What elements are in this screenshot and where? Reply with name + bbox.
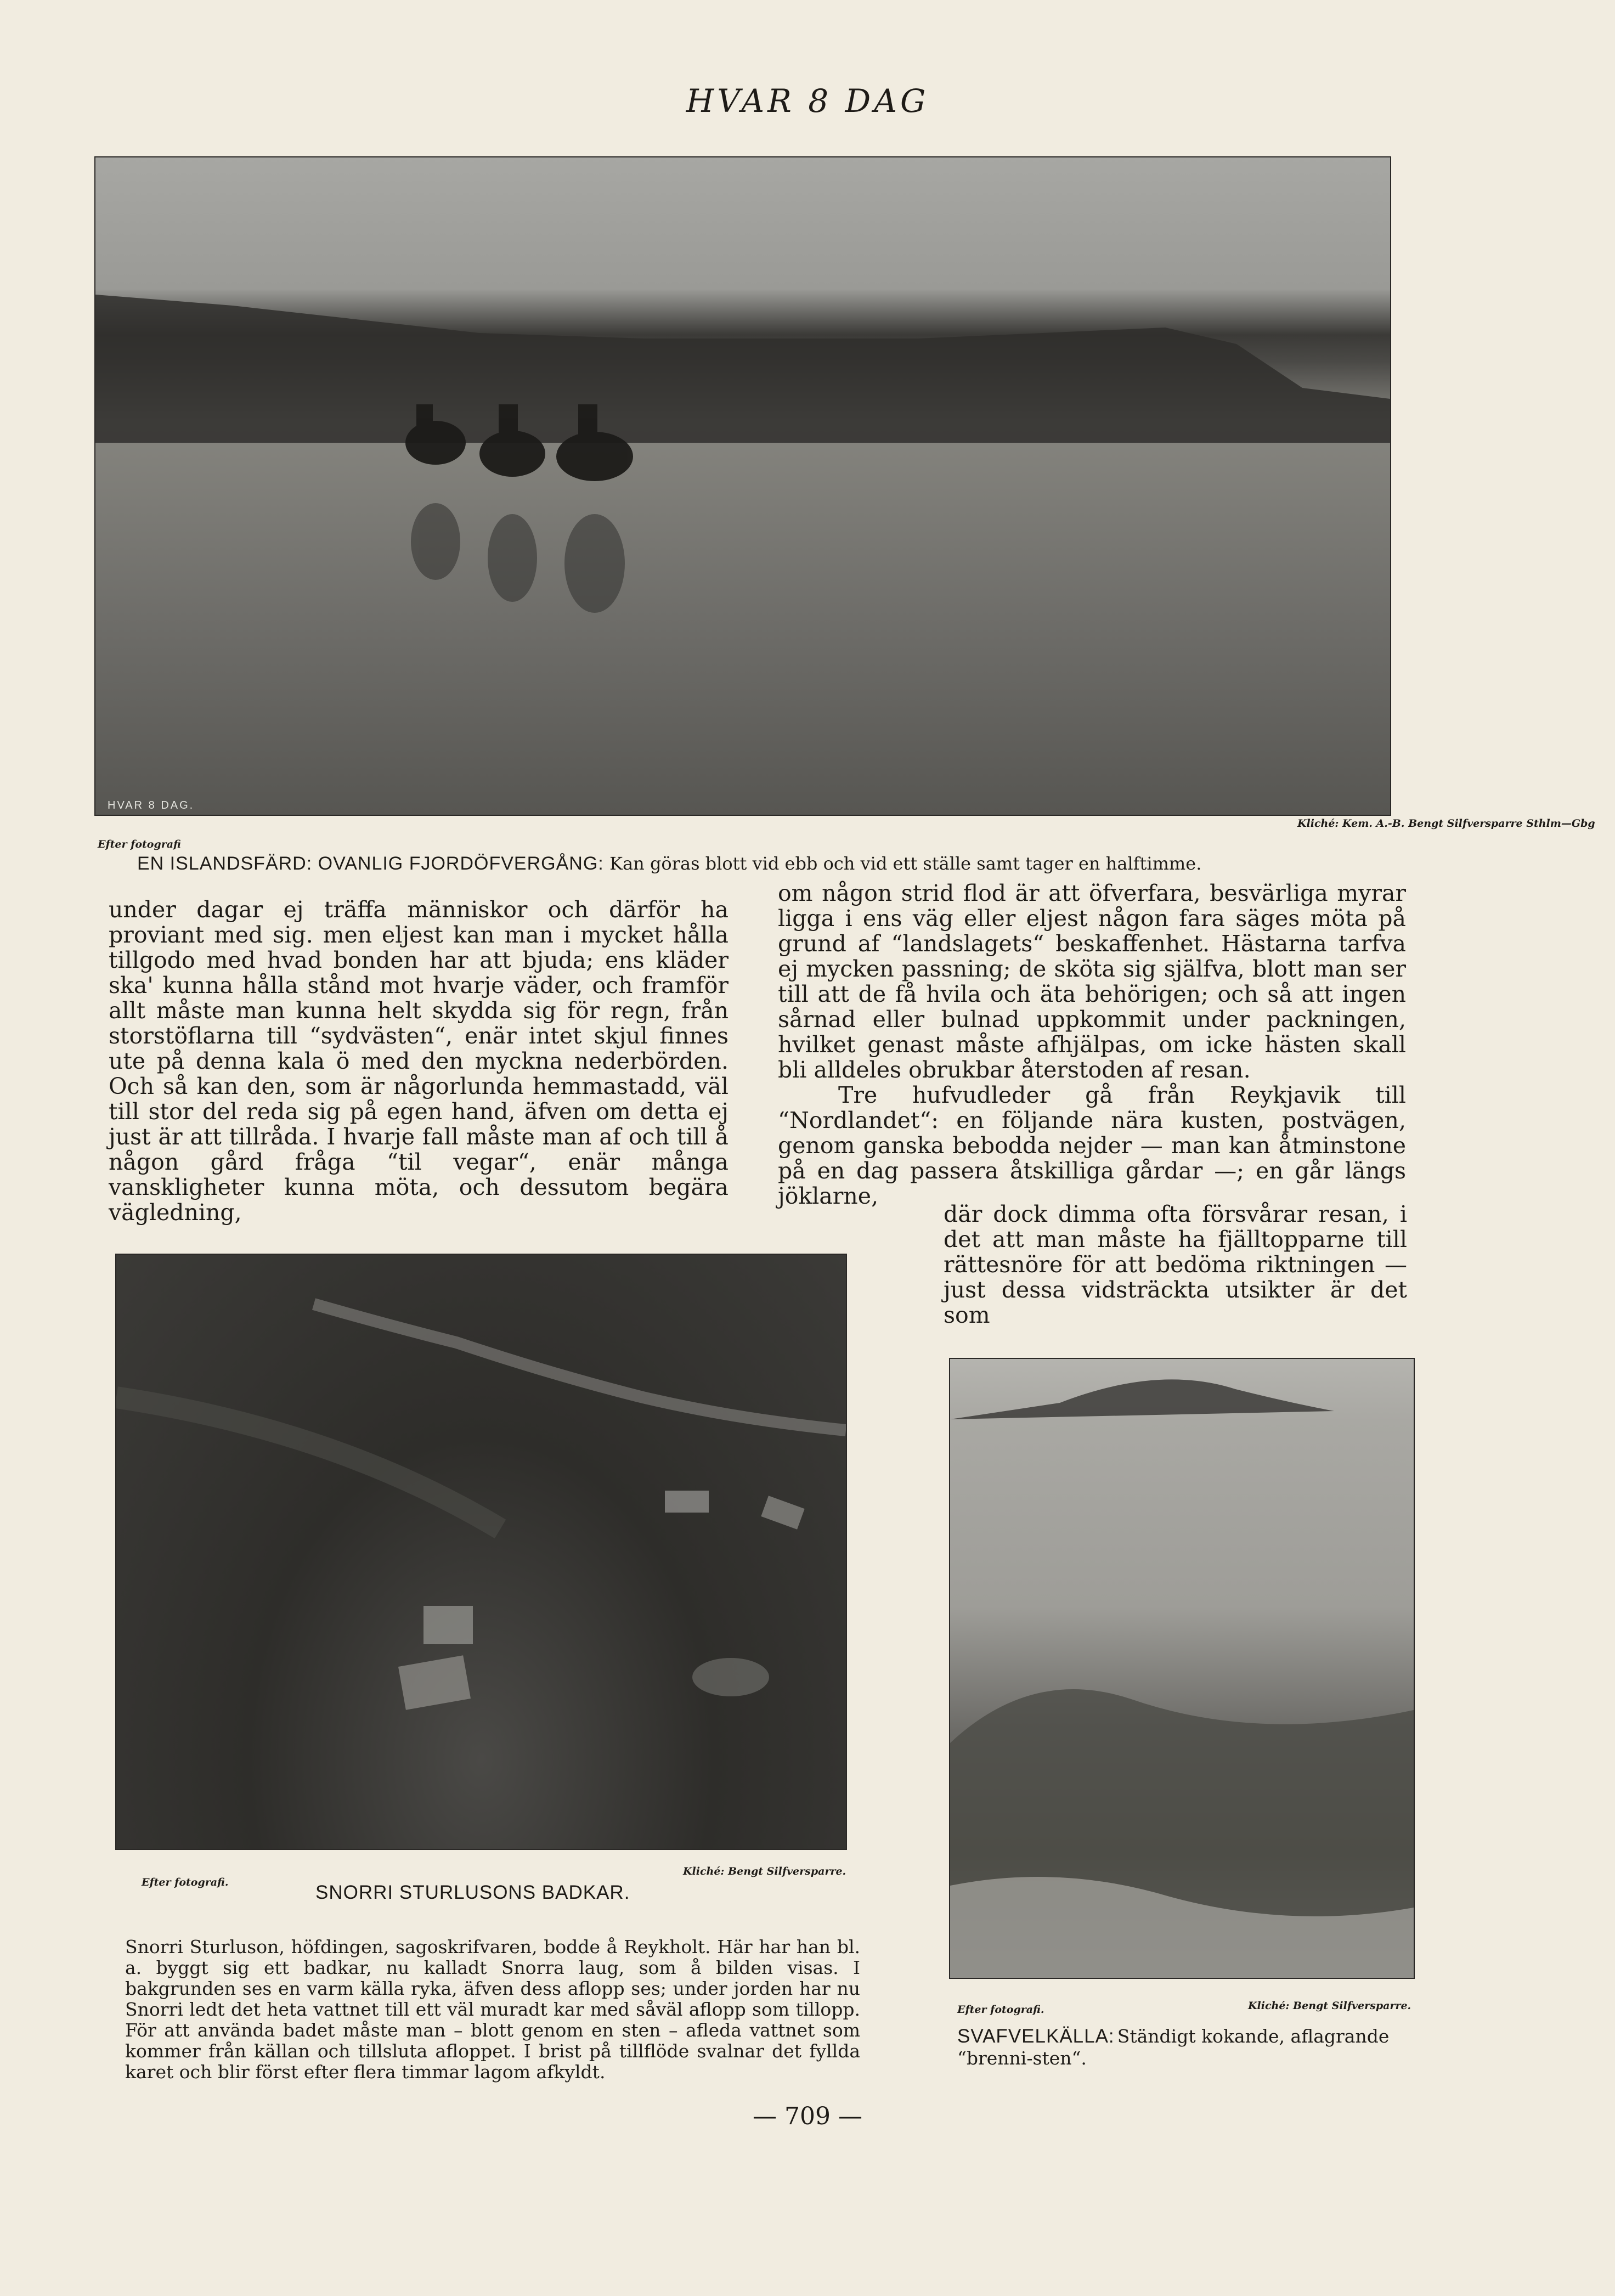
- photo3-credit-left: Efter fotografi.: [957, 2004, 1044, 2016]
- running-header: HVAR 8 DAG: [686, 82, 929, 120]
- article-column-2: [778, 881, 1406, 1209]
- photo3-caption: [957, 2026, 1429, 2069]
- photo3-caption-text: Ständigt kokande, aflagrande “brenni-sten“.: [957, 2026, 1390, 2069]
- article-column-2-continued: [944, 1201, 1407, 1328]
- photo3-credit-right: Kliché: Bengt Silfversparre.: [1248, 2000, 1411, 2012]
- photo-snorri-bath: [115, 1254, 847, 1850]
- article-paragraph: under dagar ej träffa människor och därför ha proviant med sig. men eljest kan man i mycket hålla tillgodo med hvad bonden har att bjuda; ens kläder ska' kunna hålla stånd mot hvarje väder, och framför allt måste man kunna helt skydda sig för regn, från storstöflarna till “sydvästen“, enär intet skjul finnes ute på denna kala ö med den myckna nederbörden. Och så kan den, som är någorlunda hemmastadd, väl till stor del reda sig på egen hand, äfven om detta ej just är att tillråda. I hvarje fall måste man af och till å någon gård fråga “til vegar“, enär många vanskligheter kunna möta, och dessutom begära vägledning,: [109, 896, 729, 1226]
- photo1-caption-title: EN ISLANDSFÄRD: OVANLIG FJORDÖFVERGÅNG:: [137, 853, 604, 874]
- article-paragraph: där dock dimma ofta försvårar resan, i det att man måste ha fjälltopparne till rättesnöre för att bedöma riktningen — just dessa vidsträckta utsikter är det som: [944, 1201, 1407, 1328]
- fjord-landscape-illustration: [95, 157, 1390, 815]
- sulphur-spring-illustration: [950, 1359, 1414, 1978]
- article-paragraph: Tre hufvudleder gå från Reykjavik till “Nordlandet“: en följande nära kusten, postvägen, genom ganska bebodda nejder — man kan åtminstone på en dag passera åtskilliga gårdar —; en går längs jöklarne,: [778, 1082, 1406, 1209]
- article-column-1: [109, 897, 729, 1225]
- page-number: — 709 —: [753, 2102, 862, 2130]
- photo2-credit-left: Efter fotografi.: [142, 1876, 229, 1888]
- photo-fjord-crossing: [94, 156, 1391, 816]
- hot-spring-landscape-illustration: [116, 1255, 846, 1849]
- photo3-caption-title: SVAFVELKÄLLA:: [957, 2026, 1115, 2047]
- photo-watermark: HVAR 8 DAG.: [108, 799, 195, 811]
- photo2-caption-text-block: [125, 1937, 860, 2083]
- photo1-caption-text: Kan göras blott vid ebb och vid ett ställe samt tager en halftimme.: [609, 853, 1202, 874]
- photo1-credit-right: Kliché: Kem. A.-B. Bengt Silfversparre Sthlm—Gbg: [1297, 817, 1595, 830]
- photo1-caption: [137, 853, 1201, 875]
- photo2-credit-right: Kliché: Bengt Silfversparre.: [683, 1865, 846, 1877]
- photo1-credit-left: Efter fotografi: [98, 838, 181, 850]
- photo2-caption-text: Snorri Sturluson, höfdingen, sagoskrifvaren, bodde å Reykholt. Här har han bl. a. byggt sig ett badkar, nu kalladt Snorra laug, som å bilden visas. I bakgrunden ses en varm källa ryka, äfven dess aflopp ses; under jorden har nu Snorri ledt det heta vattnet till ett väl muradt kar med såväl aflopp som tillopp. För att använda badet måste man – blott genom en sten – afleda vattnet som kommer från källan och tillsluta afloppet. I brist på tillflöde svalnar det fyllda karet och blir först efter flera timmar lagom afkyldt.: [125, 1936, 860, 2083]
- photo2-caption-title: SNORRI STURLUSONS BADKAR.: [315, 1882, 630, 1903]
- photo-sulphur-spring: [949, 1358, 1415, 1979]
- article-paragraph: om någon strid flod är att öfverfara, besvärliga myrar ligga i ens väg eller eljest någon fara säges möta på grund af “landslagets“ beskaffenhet. Hästarna tarfva ej mycken passning; de sköta sig själfva, blott man ser till att de få hvila och äta behörigen; och så att ingen sårnad eller bulnad uppkommit under packningen, hvilket genast måste afhjälpas, om icke hästen skall bli alldeles obrukbar återstoden af resan.: [778, 880, 1406, 1083]
